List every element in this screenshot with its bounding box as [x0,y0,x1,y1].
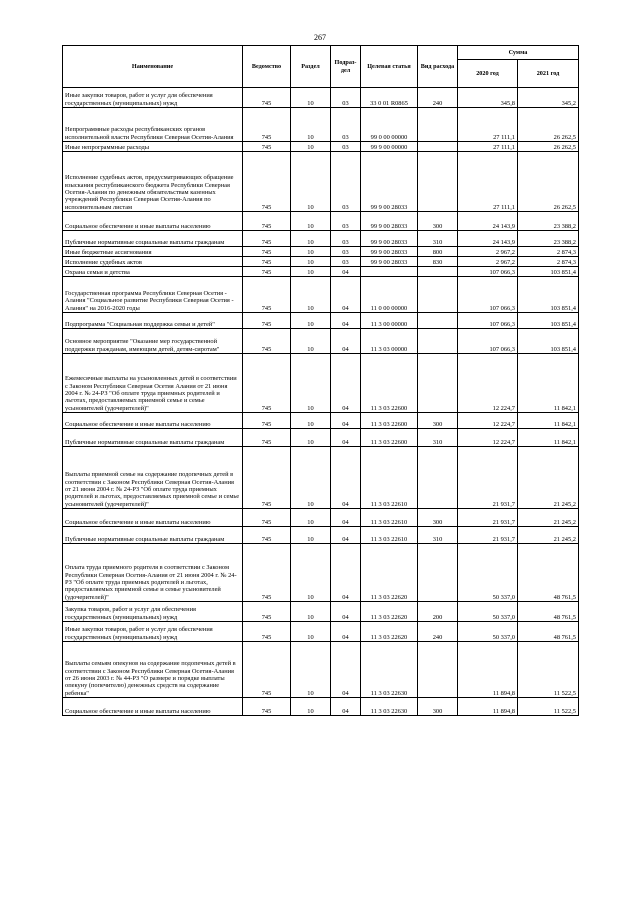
header-kind: Вид расхода [418,46,458,88]
row-2020: 24 143,9 [458,231,518,247]
row-subsection: 03 [331,88,361,108]
row-name: Публичные нормативные социальные выплаты гражданам [63,231,243,247]
row-target: 99 9 00 28033 [361,231,418,247]
row-kind [418,152,458,212]
row-kind [418,108,458,142]
row-2021: 26 262,5 [518,152,579,212]
row-kind: 300 [418,212,458,231]
row-target: 11 3 03 22610 [361,527,418,544]
row-target: 11 3 03 22630 [361,642,418,698]
page-number: 267 [314,33,326,42]
row-subsection: 04 [331,313,361,329]
row-section: 10 [291,88,331,108]
row-subsection: 03 [331,257,361,267]
row-dept: 745 [243,429,291,447]
row-subsection: 04 [331,267,361,277]
row-subsection: 03 [331,152,361,212]
table-row [63,602,579,622]
table-row [63,267,579,277]
row-2021: 48 761,5 [518,602,579,622]
table-row [63,642,579,698]
table-row [63,313,579,329]
table-row [63,413,579,429]
row-section: 10 [291,313,331,329]
header-target: Целевая статья [361,46,418,88]
row-subsection: 04 [331,329,361,354]
row-2020: 107 066,3 [458,267,518,277]
row-dept: 745 [243,152,291,212]
header-section: Раздел [291,46,331,88]
row-name: Иные бюджетные ассигнования [63,247,243,257]
row-dept: 745 [243,622,291,642]
row-subsection: 03 [331,231,361,247]
row-2021: 103 851,4 [518,329,579,354]
row-subsection: 03 [331,247,361,257]
table-row [63,509,579,527]
row-subsection: 04 [331,354,361,413]
row-dept: 745 [243,642,291,698]
table-row [63,231,579,247]
row-target: 11 3 03 22620 [361,622,418,642]
row-kind: 240 [418,622,458,642]
row-2020: 11 894,8 [458,698,518,716]
row-2020: 21 931,7 [458,447,518,509]
row-name: Публичные нормативные социальные выплаты гражданам [63,429,243,447]
row-kind: 300 [418,509,458,527]
row-2021: 11 842,1 [518,354,579,413]
row-2020: 345,8 [458,88,518,108]
row-2020: 21 931,7 [458,527,518,544]
row-name: Иные закупки товаров, работ и услуг для обеспечения государственных (муниципальных) нужд [63,88,243,108]
row-name: Охрана семьи и детства [63,267,243,277]
table-row [63,447,579,509]
row-kind: 310 [418,429,458,447]
row-2020: 24 143,9 [458,212,518,231]
row-subsection: 04 [331,527,361,544]
table-row [63,247,579,257]
row-subsection: 03 [331,212,361,231]
row-target [361,267,418,277]
row-target: 11 3 03 22600 [361,354,418,413]
row-section: 10 [291,642,331,698]
table-row [63,142,579,152]
row-subsection: 03 [331,142,361,152]
row-name: Исполнение судебных актов [63,257,243,267]
table-row [63,354,579,413]
row-2020: 27 111,1 [458,108,518,142]
table-row [63,429,579,447]
row-dept: 745 [243,231,291,247]
row-target: 11 3 03 22600 [361,429,418,447]
row-2020: 12 224,7 [458,429,518,447]
header-sum: Сумма [458,46,579,60]
table-row [63,329,579,354]
row-section: 10 [291,212,331,231]
row-section: 10 [291,329,331,354]
row-section: 10 [291,231,331,247]
row-name: Закупка товаров, работ и услуг для обеспечения государственных (муниципальных) нужд [63,602,243,622]
row-section: 10 [291,509,331,527]
row-dept: 745 [243,527,291,544]
row-name: Иные непрограммные расходы [63,142,243,152]
row-name: Оплата труда приемного родителя в соответствии с Законом Республики Северная Осетия-Алания от 21 июня 2004 г. № 24-РЗ "Об оплате труда приемных родителей и льготах, предоставляемых приемной семье и семье усыновителей (удочерителей)" [63,544,243,602]
row-2021: 2 874,3 [518,257,579,267]
row-subsection: 04 [331,429,361,447]
row-2020: 107 066,3 [458,277,518,313]
table-row [63,257,579,267]
row-kind: 310 [418,527,458,544]
table-row [63,108,579,142]
row-kind: 240 [418,88,458,108]
row-section: 10 [291,257,331,267]
table-row [63,88,579,108]
row-name: Непрограммные расходы республиканских органов исполнительной власти Республики Северная Осетия-Алания [63,108,243,142]
row-target: 33 0 01 R0865 [361,88,418,108]
table-row [63,152,579,212]
row-target: 11 0 00 00000 [361,277,418,313]
row-kind: 310 [418,231,458,247]
row-section: 10 [291,267,331,277]
row-section: 10 [291,413,331,429]
table-body [63,88,579,716]
row-section: 10 [291,277,331,313]
row-dept: 745 [243,413,291,429]
row-2021: 21 245,2 [518,509,579,527]
row-target: 99 9 00 28033 [361,257,418,267]
row-2021: 21 245,2 [518,447,579,509]
row-name: Ежемесячные выплаты на усыновленных детей в соответствии с Законом Республики Северная Осетия Алания от 21 июня 2004 г. № 24-РЗ "Об оплате труда приемных родителей и льготах, предоставляемых приемной семье и семье усыновителей (удочерителей)" [63,354,243,413]
row-section: 10 [291,527,331,544]
table-row [63,544,579,602]
row-name: Социальное обеспечение и иные выплаты населению [63,509,243,527]
header-2021: 2021 год [518,60,579,88]
row-kind [418,544,458,602]
budget-table [62,45,579,716]
table-row [63,277,579,313]
row-section: 10 [291,698,331,716]
row-section: 10 [291,108,331,142]
row-name: Основное мероприятие "Оказание мер государственной поддержки гражданам, имеющим детей, детям-сиротам" [63,329,243,354]
row-2020: 2 967,2 [458,257,518,267]
row-2020: 27 111,1 [458,152,518,212]
row-2021: 48 761,5 [518,622,579,642]
row-dept: 745 [243,88,291,108]
row-2021: 48 761,5 [518,544,579,602]
row-section: 10 [291,247,331,257]
row-2021: 11 522,5 [518,698,579,716]
row-section: 10 [291,429,331,447]
row-section: 10 [291,447,331,509]
header-subsection: Подраз-дел [331,46,361,88]
row-kind: 830 [418,257,458,267]
row-name: Государственная программа Республики Северная Осетия - Алания "Социальное развитие Республики Северная Осетия - Алания" на 2016-2020 годы [63,277,243,313]
header-2020: 2020 год [458,60,518,88]
row-target: 11 3 03 22610 [361,509,418,527]
row-2020: 12 224,7 [458,413,518,429]
row-2020: 21 931,7 [458,509,518,527]
row-subsection: 04 [331,622,361,642]
row-target: 11 3 03 22630 [361,698,418,716]
table-header [63,46,579,88]
row-kind [418,354,458,413]
row-kind [418,642,458,698]
row-dept: 745 [243,108,291,142]
row-dept: 745 [243,247,291,257]
row-kind: 300 [418,698,458,716]
row-2020: 107 066,3 [458,313,518,329]
row-section: 10 [291,622,331,642]
row-2021: 26 262,5 [518,108,579,142]
row-dept: 745 [243,447,291,509]
table-row [63,622,579,642]
row-dept: 745 [243,329,291,354]
row-name: Подпрограмма "Социальная поддержка семьи и детей" [63,313,243,329]
row-subsection: 04 [331,447,361,509]
row-kind: 300 [418,413,458,429]
row-2021: 11 522,5 [518,642,579,698]
row-target: 11 3 03 22600 [361,413,418,429]
row-target: 99 0 00 00000 [361,108,418,142]
row-subsection: 04 [331,544,361,602]
row-name: Публичные нормативные социальные выплаты гражданам [63,527,243,544]
row-dept: 745 [243,509,291,527]
row-dept: 745 [243,257,291,267]
row-2021: 103 851,4 [518,267,579,277]
table-row [63,698,579,716]
row-name: Социальное обеспечение и иные выплаты населению [63,212,243,231]
row-name: Иные закупки товаров, работ и услуг для обеспечения государственных (муниципальных) нужд [63,622,243,642]
table-row [63,527,579,544]
row-2020: 27 111,1 [458,142,518,152]
row-2021: 103 851,4 [518,277,579,313]
row-name: Социальное обеспечение и иные выплаты населению [63,413,243,429]
row-kind [418,142,458,152]
row-2021: 23 388,2 [518,231,579,247]
row-2021: 345,2 [518,88,579,108]
row-subsection: 04 [331,277,361,313]
row-2021: 23 388,2 [518,212,579,231]
row-dept: 745 [243,277,291,313]
row-target: 99 9 00 28033 [361,152,418,212]
row-kind [418,267,458,277]
row-2021: 11 842,1 [518,429,579,447]
table-row [63,212,579,231]
row-subsection: 04 [331,602,361,622]
row-name: Выплаты приемной семье на содержание подопечных детей в соответствии с Законом Республики Северная Осетия-Алания от 21 июня 2004 г. № 24-РЗ "Об оплате труда приемных родителей и льготах, предоставляемых приемной семье и семье усыновителей (удочерителей)" [63,447,243,509]
row-2020: 2 967,2 [458,247,518,257]
row-section: 10 [291,354,331,413]
row-target: 11 3 03 22610 [361,447,418,509]
row-dept: 745 [243,212,291,231]
row-2021: 21 245,2 [518,527,579,544]
row-kind: 800 [418,247,458,257]
row-dept: 745 [243,544,291,602]
row-section: 10 [291,152,331,212]
row-target: 99 9 00 28033 [361,247,418,257]
header-dept: Ведомство [243,46,291,88]
row-target: 11 3 03 22620 [361,602,418,622]
header-name: Наименование [63,46,243,88]
row-dept: 745 [243,142,291,152]
row-kind [418,313,458,329]
row-dept: 745 [243,354,291,413]
row-2020: 50 337,0 [458,602,518,622]
row-name: Выплаты семьям опекунов на содержание подопечных детей в соответствии с Законом Республики Северная Осетия-Алания от 26 июня 2003 г. № 44-РЗ "О размере и порядке выплаты опекуну (попечителю) денежных средств на содержание ребенка" [63,642,243,698]
row-section: 10 [291,602,331,622]
row-target: 11 3 00 00000 [361,313,418,329]
row-dept: 745 [243,698,291,716]
row-subsection: 04 [331,642,361,698]
row-2020: 12 224,7 [458,354,518,413]
row-subsection: 04 [331,413,361,429]
row-section: 10 [291,544,331,602]
row-dept: 745 [243,602,291,622]
row-target: 11 3 03 22620 [361,544,418,602]
row-2021: 103 851,4 [518,313,579,329]
row-target: 99 9 00 00000 [361,142,418,152]
row-name: Исполнение судебных актов, предусматривающих обращение взыскания республиканского бюджета Республики Северная Осетия-Алания по денежным обязательствам казенных учреждений Республики Северная Осетия-Алания по исполнительным листам [63,152,243,212]
row-name: Социальное обеспечение и иные выплаты населению [63,698,243,716]
row-section: 10 [291,142,331,152]
row-kind: 200 [418,602,458,622]
row-kind [418,277,458,313]
row-subsection: 04 [331,698,361,716]
row-2020: 11 894,8 [458,642,518,698]
row-kind [418,329,458,354]
row-2021: 26 262,5 [518,142,579,152]
row-dept: 745 [243,313,291,329]
row-kind [418,447,458,509]
row-dept: 745 [243,267,291,277]
row-2020: 50 337,0 [458,622,518,642]
row-2020: 107 066,3 [458,329,518,354]
row-2021: 2 874,3 [518,247,579,257]
row-2020: 50 337,0 [458,544,518,602]
row-target: 99 9 00 28033 [361,212,418,231]
row-target: 11 3 03 00000 [361,329,418,354]
row-subsection: 03 [331,108,361,142]
row-2021: 11 842,1 [518,413,579,429]
row-subsection: 04 [331,509,361,527]
